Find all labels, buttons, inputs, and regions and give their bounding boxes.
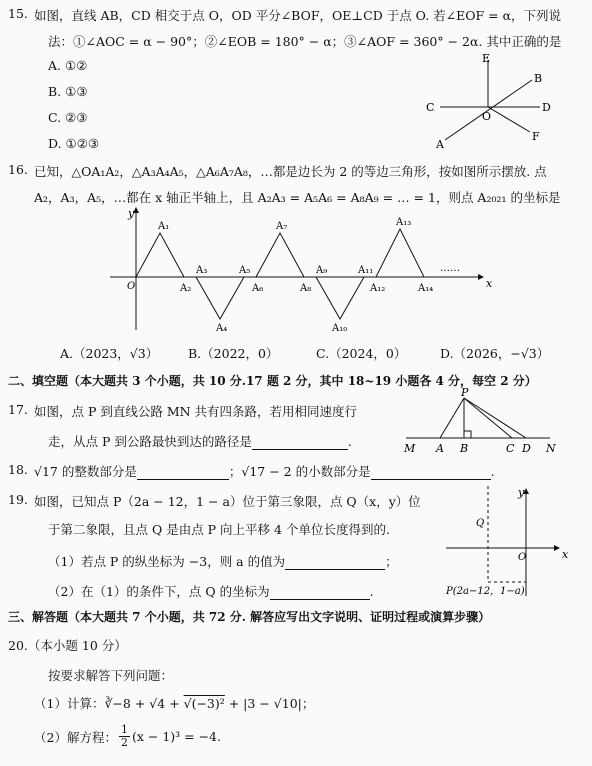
section-2-heading: 二、填空题（本大题共 3 个小题，共 10 分.17 题 2 分，其中 18~19 小题各 4 分，每空 2 分） — [8, 374, 537, 388]
q18-part2: √17 − 2 的小数部分是 — [241, 464, 371, 479]
q18-sep: ； — [228, 464, 242, 479]
q19-figure — [440, 486, 580, 598]
q20-fraction — [119, 724, 130, 749]
q15-figure — [420, 52, 560, 152]
q17-stem-line1: 如图，点 P 到直线公路 MN 共有四条路，若用相同速度行 — [34, 404, 358, 419]
q15-number: 15. — [8, 6, 28, 21]
right-angle-mark — [464, 431, 471, 438]
q19-number: 19. — [8, 492, 28, 507]
label-b: B — [460, 442, 469, 454]
label-a10: A₁₀ — [332, 323, 348, 334]
label-a: A — [436, 442, 444, 454]
label-q: Q — [476, 518, 485, 529]
q20-header — [8, 636, 127, 654]
label-b: B — [534, 72, 543, 85]
label-a9: A₉ — [316, 265, 328, 276]
q19-sub2-end: . — [369, 584, 374, 599]
label-a2: A₂ — [180, 283, 192, 294]
label-o: O — [518, 552, 527, 563]
label-p: P(2a−12，1−a) — [446, 586, 525, 597]
q16-figure — [100, 205, 500, 335]
q18-blank-2[interactable] — [371, 479, 491, 480]
label-e: E — [482, 52, 491, 65]
label-y: y — [128, 207, 135, 220]
q19-sub2-text: （2）在（1）的条件下，点 Q 的坐标为 — [48, 584, 270, 599]
q16-stem-line1: 已知，△OA₁A₂，△A₃A₄A₅，△A₆A₇A₈，…都是边长为 2 的等边三角形，按如图所示摆放. 点 — [34, 164, 547, 179]
q16-option-b: B.（2022，0） — [188, 346, 279, 361]
q20-fraction-numerator: 1 — [120, 723, 128, 736]
triangle-3 — [256, 233, 304, 277]
q16-stem-line2: A₂，A₃，A₅，…都在 x 轴正半轴上，且 A₂A₃ = A₅A₆ = A₈A₉ = … = 1，则点 A₂₀₂₁ 的坐标是 — [34, 190, 561, 205]
q20-sub1-expr-b: √(−3)² — [183, 696, 225, 711]
q17-figure — [400, 388, 570, 454]
label-x: x — [486, 277, 493, 290]
label-a3: A₃ — [196, 265, 208, 276]
q19-blank-2[interactable] — [270, 599, 370, 600]
label-d: D — [542, 101, 551, 114]
q20-sub2 — [34, 724, 221, 749]
q15-stem-line2: 法：①∠AOC = α − 90°；②∠EOB = 180° − α；③∠AOF = 360° − 2α. 其中正确的是 — [48, 34, 562, 49]
q15-option-d: D. ①②③ — [48, 136, 100, 151]
label-ellipsis: …… — [440, 263, 460, 274]
label-n: N — [546, 442, 556, 454]
label-a11: A₁₁ — [358, 265, 374, 276]
label-o: O — [127, 281, 136, 292]
label-a: A — [436, 138, 444, 151]
label-m: M — [404, 442, 416, 454]
q19-sub1-end: ； — [385, 554, 398, 569]
q18-end: . — [490, 464, 495, 479]
label-c: C — [426, 101, 435, 114]
q20-fraction-denominator: 2 — [120, 736, 128, 749]
label-p: P — [461, 388, 469, 399]
q16-option-c: C.（2024，0） — [316, 346, 407, 361]
triangle-4 — [316, 277, 364, 319]
label-c: C — [506, 442, 515, 454]
label-a5: A₅ — [239, 265, 251, 276]
label-y: y — [518, 486, 525, 499]
section-3-heading: 三、解答题（本大题共 7 个小题，共 72 分. 解答应写出文字说明、证明过程或演算步骤） — [8, 610, 491, 624]
q15-option-b: B. ①③ — [48, 84, 88, 99]
q20-sub1-label: （1）计算： — [34, 696, 105, 711]
label-a12: A₁₂ — [370, 283, 386, 294]
q15-stem-line1: 如图，直线 AB，CD 相交于点 O，OD 平分∠BOF，OE⊥CD 于点 O. 若∠EOF = α，下列说 — [34, 8, 562, 23]
q16-option-a: A.（2023，√3） — [60, 346, 159, 361]
q17-number: 17. — [8, 402, 28, 417]
triangle-5 — [376, 229, 424, 277]
label-o: O — [482, 110, 492, 123]
q17-end: . — [347, 434, 352, 449]
path-pd — [464, 398, 526, 438]
q16-number: 16. — [8, 162, 28, 177]
q20-sub1-expr-a: ∛−8 + √4 + — [104, 696, 184, 711]
q16-option-d: D.（2026，−√3） — [440, 346, 550, 361]
q18-stem — [34, 462, 495, 480]
q17-stem-line2 — [48, 432, 352, 450]
x-arrow — [554, 545, 560, 551]
q20-sub1 — [34, 694, 314, 712]
q20-sub2-label: （2）解方程： — [34, 729, 117, 745]
q18-part1: √17 的整数部分是 — [34, 464, 137, 479]
ray-of — [488, 107, 530, 132]
q18-number: 18. — [8, 462, 28, 477]
q20-sub2-expr: (x − 1)³ = −4. — [131, 729, 221, 744]
label-x: x — [562, 548, 569, 561]
q20-intro: 按要求解答下列问题： — [48, 668, 174, 683]
q20-number: 20. — [8, 638, 28, 653]
q20-sub1-expr-c: + |3 − √10|； — [224, 696, 315, 711]
label-f: F — [532, 130, 540, 143]
q15-option-a: A. ①② — [48, 58, 88, 73]
label-a6: A₆ — [252, 283, 264, 294]
q19-sub1 — [48, 552, 398, 570]
q19-stem-line1: 如图，已知点 P（2a − 12，1 − a）位于第三象限，点 Q（x，y）位 — [34, 494, 421, 509]
q17-answer-blank[interactable] — [252, 449, 348, 450]
label-d: D — [522, 442, 531, 454]
q18-blank-1[interactable] — [137, 479, 229, 480]
q20-score: （本小题 10 分） — [27, 638, 127, 653]
label-a13: A₁₃ — [396, 217, 412, 228]
path-pa — [440, 398, 464, 438]
q19-stem-line2: 于第二象限，且点 Q 是由点 P 向上平移 4 个单位长度得到的. — [48, 522, 390, 537]
q17-text: 走，从点 P 到公路最快到达的路径是 — [48, 434, 252, 449]
q19-sub2 — [48, 582, 374, 600]
label-a14: A₁₄ — [418, 283, 434, 294]
triangle-2 — [196, 277, 244, 319]
label-a4: A₄ — [216, 323, 228, 334]
triangle-1 — [136, 233, 184, 277]
label-a7: A₇ — [276, 221, 288, 232]
label-a8: A₈ — [300, 283, 312, 294]
q19-sub1-text: （1）若点 P 的纵坐标为 −3，则 a 的值为 — [48, 554, 286, 569]
q19-blank-1[interactable] — [285, 569, 385, 570]
label-a1: A₁ — [158, 221, 170, 232]
x-arrow — [478, 274, 484, 280]
q15-option-c: C. ②③ — [48, 110, 88, 125]
